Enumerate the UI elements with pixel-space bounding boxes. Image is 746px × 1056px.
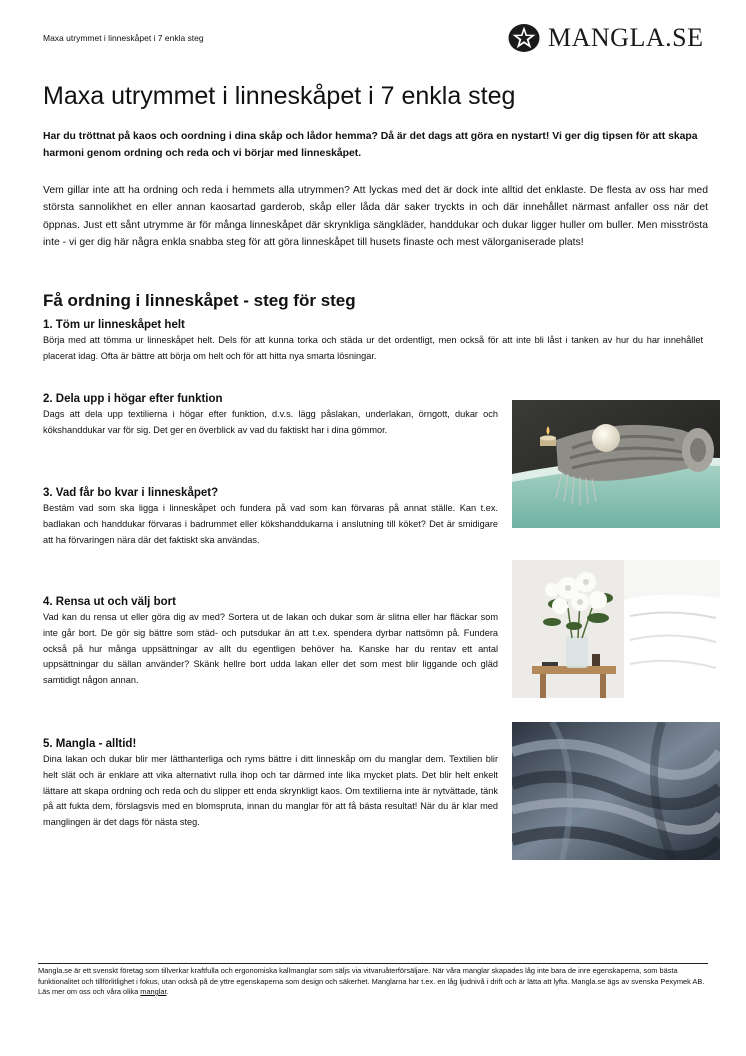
step-heading: 5. Mangla - alltid! — [43, 738, 137, 750]
page-title: Maxa utrymmet i linneskåpet i 7 enkla steg — [43, 82, 516, 110]
step-body: Bestäm vad som ska ligga i linneskåpet och fundera på vad som kan förvaras på annat ställe. Kan t.ex. badlakan och handdukar förvaras i badrummet eller kökshanddukarna i anslutning till köket? Det är smidigare att ha förvaringen nära där det faktiskt ska användas. — [43, 503, 498, 545]
lead-paragraph: Har du tröttnat på kaos och oordning i dina skåp och lådor hemma? Då är det dags att göra en nystart! Vi ger dig tipsen för att skapa harmoni genom ordning och reda och vi börjar med linneskåpet. — [43, 131, 698, 159]
site-logo[interactable] — [508, 22, 703, 54]
step-heading: 3. Vad får bo kvar i linneskåpet? — [43, 487, 219, 499]
footer-link-manglar[interactable]: manglar — [140, 987, 167, 996]
step-heading: 1. Töm ur linneskåpet helt — [43, 319, 185, 331]
step-1 — [43, 318, 703, 365]
photo-crumpled-linen — [512, 722, 720, 860]
step-body: Dina lakan och dukar blir mer lätthanterliga och ryms bättre i ditt linneskåp om du manglar dem. Textilien blir helt slät och är enklare att vika alternativt rulla ihop och tar därmed inte lika mycket plats. Det blir helt enkelt lättare att skapa ordning och reda och du slipper ett enda skrynkligt kaos. Om textilierna inte är nytvättade, tänk på att fukta dem, förslagsvis med en blomspruta, innan du manglar för att få bästa resultat! När du är klar med manglingen är det dags för nästa steg. — [43, 754, 498, 828]
logo-wordmark: MANGLA.SE — [548, 23, 704, 52]
step-body: Dags att dela upp textilierna i högar efter funktion, d.v.s. lägg påslakan, underlakan, örngott, dukar och kökshanddukar var för sig. Det ger en överblick av vad du faktiskt har i dina gömmor. — [43, 409, 498, 435]
step-3 — [43, 486, 498, 548]
step-body: Börja med att tömma ur linneskåpet helt. Dels för att kunna torka och städa ur det ordentligt, men också för att inte bli låst i tanken av hur du har innehållet placerat idag. Ofta är bättre att börja om helt och för att hitta nya smarta lösningar. — [43, 335, 703, 361]
footer-body: Mangla.se är ett svenskt företag som tillverkar kraftfulla och ergonomiska kallmanglar som säljs via vitvaruåterförsäljare. När våra manglar skapades låg inte bara de inre egenskaperna, som bästa funktionalitet och tillförlitlighet i fokus, utan också på de yttre egenskaperna som design och säkerhet. Manglarna har t.ex. en låg ljudnivå i drift och är lätta att lyfta. Mangla.se ägs av svenska Pexymek AB. Läs mer om oss och våra olika — [38, 966, 705, 996]
step-2 — [43, 392, 498, 439]
photo-towel-bathtub — [512, 400, 720, 528]
intro-paragraph: Vem gillar inte att ha ordning och reda i hemmets alla utrymmen? Att lyckas med det är dock inte alltid det enklaste. De flesta av oss har med största sannolikhet en eller annan kaosartad garderob, skåp eller låda där saker tryckts in och där innehållet närmast anfaller oss när det öppnas. Just ett sånt utrymme är för många linneskåpet där skrynkliga sängkläder, handdukar och dukar ligger huller om buller. Men misströsta inte - vi ger dig här några enkla snabba steg för att göra linneskåpet till husets finaste och mest välorganiserade plats! — [43, 185, 708, 248]
step-5 — [43, 737, 498, 831]
step-heading: 2. Dela upp i högar efter funktion — [43, 393, 223, 405]
step-heading: 4. Rensa ut och välj bort — [43, 596, 176, 608]
footer-divider — [38, 963, 708, 964]
footer-end: . — [166, 987, 169, 996]
footer-text — [38, 966, 708, 998]
star-in-circle-icon — [508, 22, 540, 54]
step-body: Vad kan du rensa ut eller göra dig av med? Sortera ut de lakan och dukar som är slitna eller har fläckar som inte går bort. De gör sig bättre som städ- och putsdukar än att t.ex. spendera dyrbar nattsömn på. Fundera också på hur många uppsättningar av allt du egentligen behöver ha. Kanske har du rentav ett antal uppsättningar du sällan använder? Skänk hellre bort udda lakan eller det som mest blir liggande och gläd samtidigt någon annan. — [43, 612, 498, 686]
step-4 — [43, 595, 498, 689]
running-header: Maxa utrymmet i linneskåpet i 7 enkla steg — [43, 33, 204, 43]
photo-flowers-bedroom — [512, 560, 720, 698]
section-heading: Få ordning i linneskåpet - steg för steg — [43, 291, 356, 310]
